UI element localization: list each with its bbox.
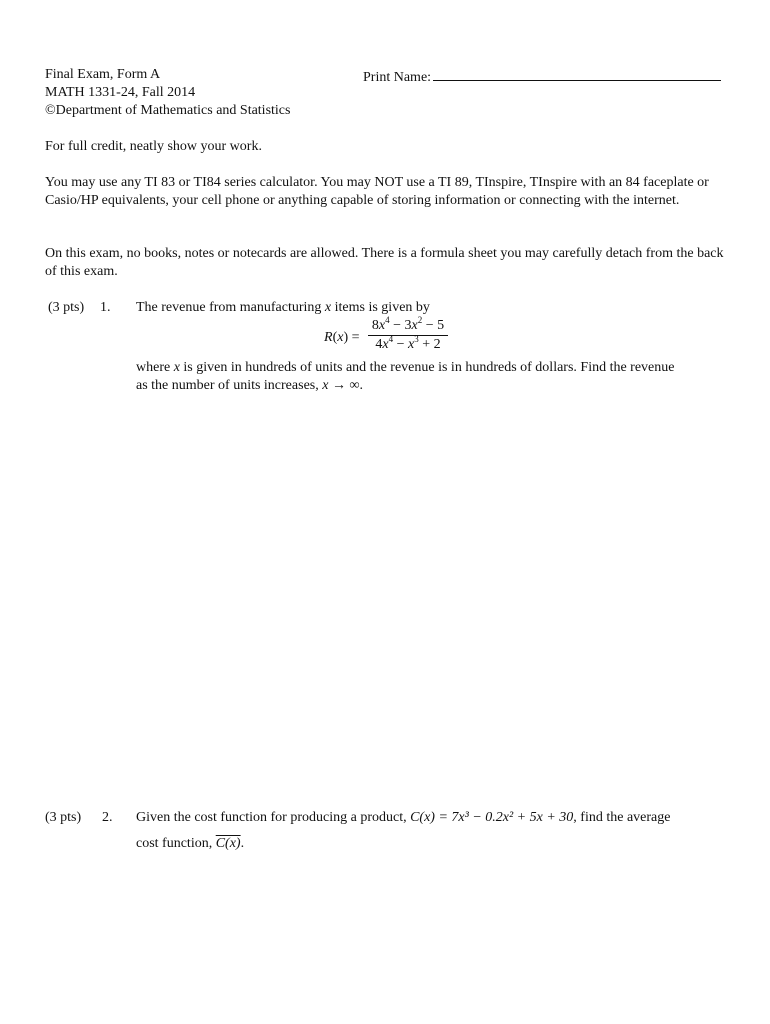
question-1-number: 1.: [100, 300, 111, 315]
department-copyright: ©Department of Mathematics and Statistics: [45, 103, 291, 118]
question-2-line1: Given the cost function for producing a product, C(x) = 7x³ − 0.2x² + 5x + 30, find the average: [136, 810, 671, 825]
instruction-calculator: You may use any TI 83 or TI84 series calculator. You may NOT use a TI 89, TInspire, TInspire with an 84 faceplate or Casio/HP equivalents, your cell phone or anything capable of storing information or connecting with the internet.: [45, 175, 709, 208]
question-2-points: (3 pts): [45, 810, 82, 825]
revenue-denominator: $4x^4 - x^3 + 2$: [375, 334, 441, 352]
revenue-formula-lhs: R(x) =: [324, 330, 360, 345]
instruction-no-notes: On this exam, no books, notes or notecards are allowed. There is a formula sheet you may carefully detach from the back of this exam.: [45, 246, 724, 279]
limit-expression: x → ∞: [322, 378, 360, 393]
question-1-body-line1: where x is given in hundreds of units and the revenue is in hundreds of dollars. Find the revenue: [136, 360, 675, 375]
cost-function-formula: C(x) = 7x³ − 0.2x² + 5x + 30: [410, 810, 574, 825]
print-name-field[interactable]: [363, 66, 721, 87]
fraction-bar: [368, 335, 448, 336]
instruction-show-work: For full credit, neatly show your work.: [45, 139, 262, 154]
question-1-body-line2: as the number of units increases, x → ∞.: [136, 378, 363, 393]
exam-title: Final Exam, Form A: [45, 67, 161, 82]
revenue-formula-fraction: [368, 315, 448, 353]
question-2-line2: cost function, C(x).: [136, 836, 245, 851]
question-1-points: (3 pts): [48, 300, 85, 315]
average-cost-symbol: C(x): [215, 836, 241, 851]
print-name-label: Print Name:: [363, 70, 432, 85]
question-2-number: 2.: [102, 810, 113, 825]
revenue-numerator: $8x^4 - 3x^2 - 5$: [371, 315, 445, 333]
print-name-blank[interactable]: [433, 66, 721, 81]
course-info: MATH 1331-24, Fall 2014: [45, 85, 196, 100]
question-1-intro: The revenue from manufacturing x items is given by: [136, 300, 430, 315]
